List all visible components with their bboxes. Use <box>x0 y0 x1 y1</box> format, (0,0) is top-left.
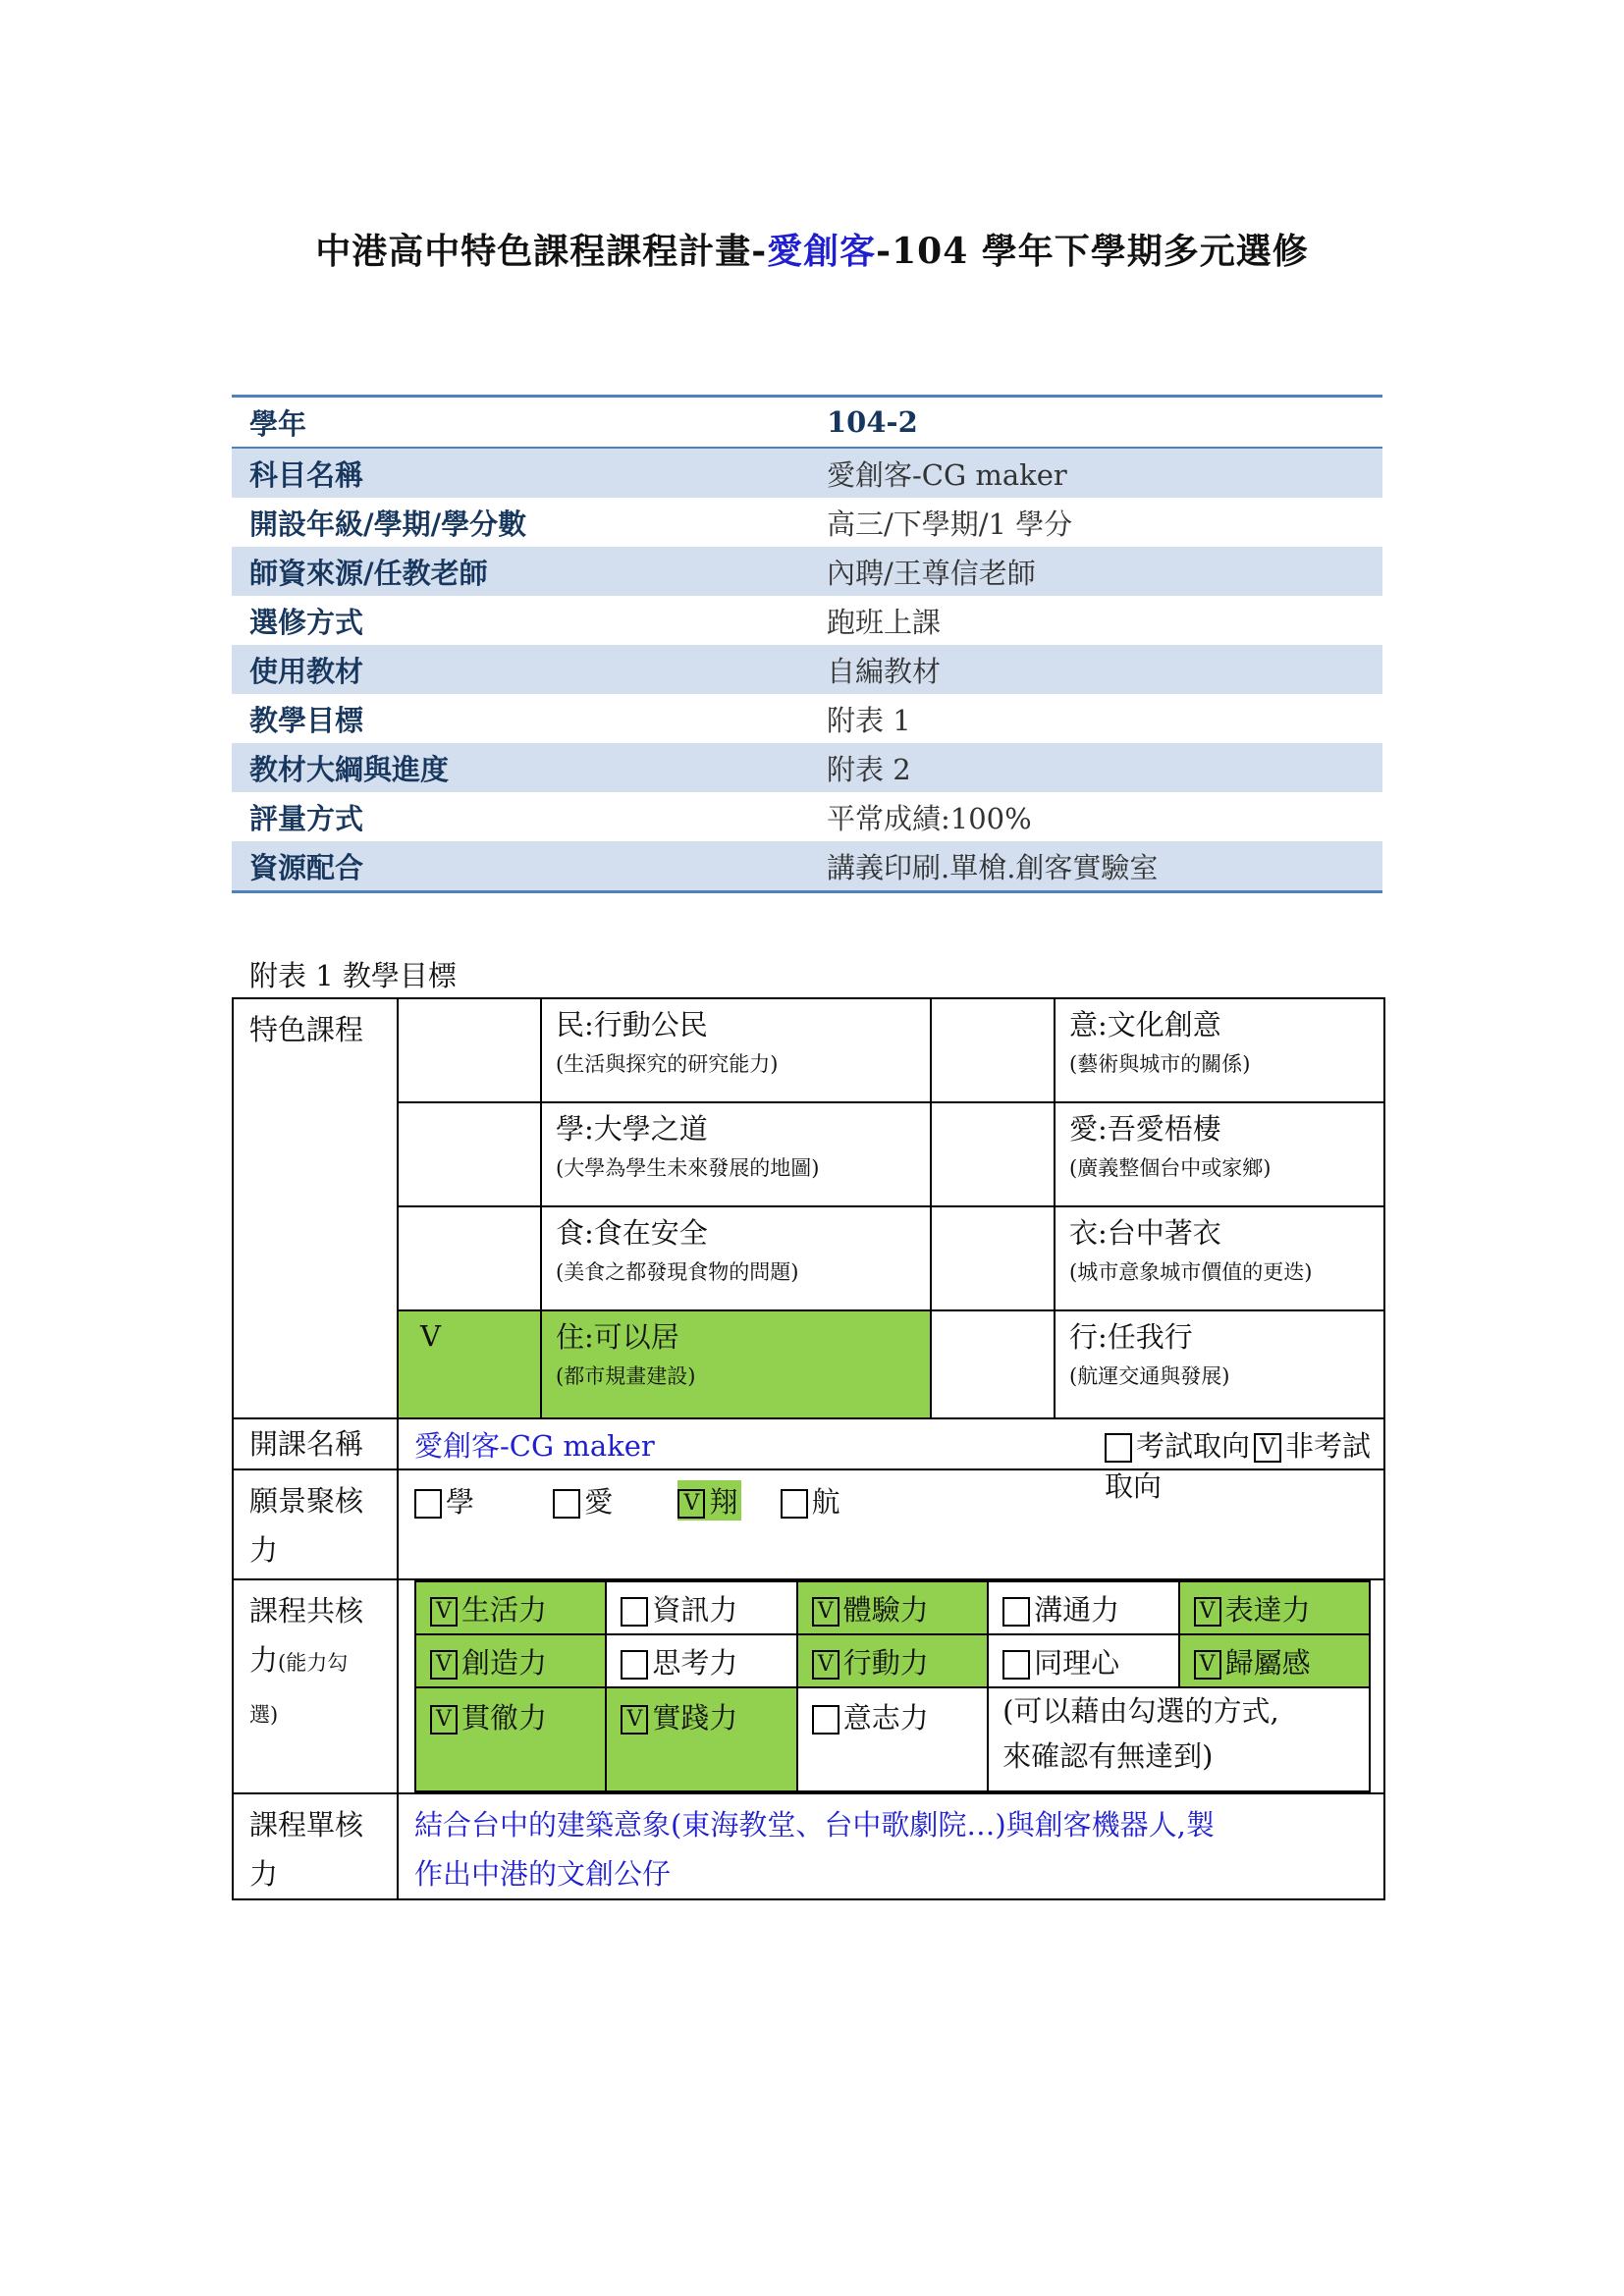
vision-item: 航 <box>781 1485 840 1519</box>
exam-option-group: 考試取向 V 非考試取向 <box>1105 1428 1372 1503</box>
non-exam-checkbox[interactable]: V <box>1254 1433 1281 1463</box>
feature-label: 特色課程 <box>233 998 398 1418</box>
course-label: 開課名稱 <box>233 1418 398 1469</box>
ability-checked: V 歸屬感 <box>1179 1634 1370 1687</box>
ability: 思考力 <box>606 1634 796 1687</box>
exam-checkbox[interactable] <box>1105 1433 1132 1463</box>
checkbox-cell[interactable] <box>931 1102 1055 1206</box>
ability: 意志力 <box>797 1687 988 1791</box>
vision-item: 愛 <box>553 1480 669 1521</box>
checkbox-cell[interactable] <box>398 1102 541 1206</box>
ability-checked: V 體驗力 <box>797 1581 988 1634</box>
course-info-table: 學年 104-2 科目名稱 愛創客-CG maker 開設年級/學期/學分數 高三/下學期/1 學分 師資來源/任教老師 內聘/王尊信老師 選修方式 跑班上課 使用教材 自編教材 教學目標 附表 1 教材大綱與進度 附表 2 評量方式 平常成績:100% 資源配合 講義印刷.單槍.創客實驗室 <box>232 395 1382 893</box>
ability-checked: V 實踐力 <box>606 1687 796 1791</box>
core-abilities-table <box>414 1580 1371 1792</box>
checkbox-cell[interactable] <box>931 1310 1055 1418</box>
feature-item: 衣:台中著衣 (城市意象城市價值的更迭) <box>1055 1206 1384 1310</box>
vision-label: 願景聚核 力 <box>233 1469 398 1579</box>
feature-item-selected: 住:可以居 (都市規畫建設) <box>541 1310 931 1418</box>
feature-item: 行:任我行 (航運交通與發展) <box>1055 1310 1384 1418</box>
feature-item: 學:大學之道 (大學為學生未來發展的地圖) <box>541 1102 931 1206</box>
ability-checked: V 生活力 <box>415 1581 606 1634</box>
vision-item: 學 <box>414 1480 544 1521</box>
ability-checked: V 貫徹力 <box>415 1687 606 1791</box>
ability: 溝通力 <box>988 1581 1178 1634</box>
unit-label: 課程單核 力 <box>233 1793 398 1899</box>
checkbox-cell-checked[interactable]: V <box>398 1310 541 1418</box>
ability-checked: V 表達力 <box>1179 1581 1370 1634</box>
checkbox-cell[interactable] <box>931 1206 1055 1310</box>
checkbox-cell[interactable] <box>931 998 1055 1102</box>
ability-checked: V 行動力 <box>797 1634 988 1687</box>
feature-item: 愛:吾愛梧棲 (廣義整個台中或家鄉) <box>1055 1102 1384 1206</box>
table-caption: 附表 1 教學目標 <box>249 959 457 992</box>
course-name: 愛創客-CG maker <box>414 1428 655 1463</box>
page-title: 中港高中特色課程課程計畫-愛創客-104 學年下學期多元選修 <box>315 231 1309 272</box>
teaching-goals-table <box>232 997 1385 1900</box>
feature-item: 民:行動公民 (生活與探究的研究能力) <box>541 998 931 1102</box>
feature-item: 食:食在安全 (美食之都發現食物的問題) <box>541 1206 931 1310</box>
core-note: (可以藉由勾選的方式, 來確認有無達到) <box>988 1687 1370 1791</box>
ability: 資訊力 <box>606 1581 796 1634</box>
checkbox-cell[interactable] <box>398 998 541 1102</box>
ability-checked: V 創造力 <box>415 1634 606 1687</box>
checkbox-cell[interactable] <box>398 1206 541 1310</box>
feature-item: 意:文化創意 (藝術與城市的關係) <box>1055 998 1384 1102</box>
ability: 同理心 <box>988 1634 1178 1687</box>
unit-description: 結合台中的建築意象(東海教堂、台中歌劇院…)與創客機器人,製 作出中港的文創公仔 <box>398 1793 1384 1899</box>
core-label: 課程共核 力(能力勾 選) <box>233 1579 398 1793</box>
vision-item-checked: V 翔 <box>677 1480 741 1521</box>
